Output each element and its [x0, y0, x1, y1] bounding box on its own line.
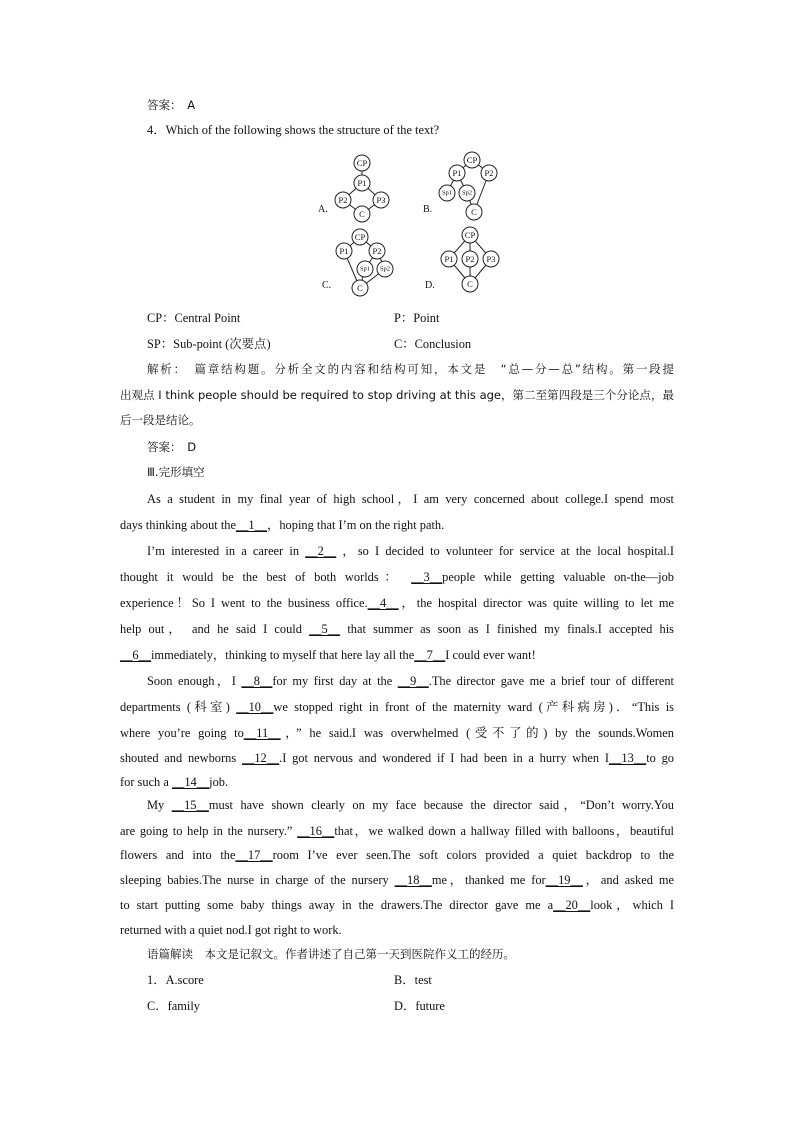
passage-line-1: As a student in my final year of high school，I am very concerned about college.I spend most [147, 492, 674, 506]
svg-text:P3: P3 [376, 195, 386, 205]
legend-cp: CP：Central Point [147, 311, 241, 325]
diagram-option-d [425, 227, 499, 292]
svg-text:CP: CP [354, 232, 366, 242]
svg-text:P1: P1 [452, 168, 462, 178]
blank-9: __9__ [397, 674, 429, 688]
node-p2 [335, 192, 351, 208]
node-sp2 [459, 185, 475, 201]
structure-diagram [310, 148, 510, 300]
q1-option-a: 1．A.score [147, 973, 204, 987]
blank-4: __4__ [367, 596, 399, 610]
answer-q3: 答案： A [147, 98, 196, 112]
answer-q4: 答案： D [147, 440, 197, 454]
svg-text:CP: CP [466, 155, 478, 165]
svg-text:CP: CP [356, 158, 368, 168]
explanation-line-2: 出观点 I think people should be required to stop driving at this age，第二至第四段是三个分论点，最 [120, 388, 674, 402]
passage-line-4: thought it would be the best of both worlds： __3__people while getting valuable on-the—job [120, 570, 674, 584]
passage-line-17: to start putting some baby things away in the drawers.The director gave me a__20__look，which I [120, 898, 674, 912]
blank-16: __16__ [297, 824, 335, 838]
blank-7: __7__ [414, 648, 446, 662]
svg-text:C: C [357, 283, 363, 293]
node-sp2 [377, 261, 393, 277]
node-c [462, 276, 478, 292]
svg-text:P1: P1 [444, 254, 454, 264]
blank-3: __3__ [411, 570, 443, 584]
legend-c: C：Conclusion [394, 337, 472, 351]
svg-text:Sp1: Sp1 [441, 189, 453, 197]
blank-18: __18__ [394, 873, 432, 887]
reading-summary: 语篇解读 本文是记叙文。作者讲述了自己第一天到医院作义工的经历。 [147, 947, 515, 961]
svg-text:Sp2: Sp2 [461, 189, 473, 197]
passage-line-7: __6__immediately，thinking to myself that here lay all the__7__I could ever want! [120, 648, 536, 662]
node-c [466, 204, 482, 220]
blank-1: __1__ [235, 518, 267, 532]
passage-line-14: are going to help in the nursery.” __16__that，we walked down a hallway filled with balloons，beautiful [120, 824, 674, 838]
blank-13: __13__ [609, 751, 647, 765]
diagram-option-a [318, 155, 389, 222]
q1-option-b: B．test [394, 973, 432, 987]
svg-text:C: C [359, 209, 365, 219]
node-p2 [462, 251, 478, 267]
blank-15: __15__ [171, 798, 209, 812]
svg-text:CP: CP [464, 230, 476, 240]
legend-p: P：Point [394, 311, 440, 325]
passage-line-16: sleeping babies.The nurse in charge of the nursery __18__me，thanked me for__19__，and asked me [120, 873, 674, 887]
node-cp [352, 229, 368, 245]
svg-text:P2: P2 [465, 254, 475, 264]
explanation-line-1: 解析： 篇章结构题。分析全文的内容和结构可知，本文是 “总—分—总”结构。第一段提 [147, 362, 674, 376]
passage-line-10: where you’re going to__11__，” he said.I was overwhelmed (受不了的) by the sounds.Women [120, 726, 674, 740]
svg-text:Sp2: Sp2 [379, 265, 391, 273]
option-a-label: A. [318, 204, 328, 215]
blank-10: __10__ [236, 700, 274, 714]
diagram-option-b [423, 152, 497, 220]
node-p1 [354, 175, 370, 191]
node-sp1 [357, 261, 373, 277]
node-cp [462, 227, 478, 243]
q1-option-d: D．future [394, 999, 445, 1013]
blank-17: __17__ [235, 848, 273, 862]
svg-text:Sp1: Sp1 [359, 265, 371, 273]
blank-6: __6__ [120, 648, 151, 662]
diagram-option-c [322, 229, 393, 296]
q1-option-c: C．family [147, 999, 200, 1013]
svg-text:C: C [471, 207, 477, 217]
explanation-line-3: 后一段是结论。 [120, 413, 201, 427]
blank-12: __12__ [241, 751, 280, 765]
svg-text:P3: P3 [486, 254, 496, 264]
passage-line-15: flowers and into the__17__room I’ve ever seen.The soft colors provided a quiet backdrop to the [120, 848, 674, 862]
svg-text:P2: P2 [372, 246, 382, 256]
passage-line-3: I’m interested in a career in __2__ ，so I decided to volunteer for service at the local hospital.I [147, 544, 674, 558]
node-cp [354, 155, 370, 171]
passage-line-11: shouted and newborns __12__.I got nervous and wondered if I had been in a hurry when I__13__to go [120, 751, 674, 765]
svg-text:P2: P2 [338, 195, 348, 205]
option-d-label: D. [425, 280, 435, 291]
passage-line-8: Soon enough，I __8__for my first day at the __9__.The director gave me a brief tour of different [147, 674, 674, 688]
blank-2: __2__ [305, 544, 337, 558]
question-4: 4．Which of the following shows the structure of the text? [147, 123, 440, 137]
passage-line-2: days thinking about the__1__，hoping that I’m on the right path. [120, 518, 445, 532]
svg-text:C: C [467, 279, 473, 289]
blank-19: __19__ [545, 873, 583, 887]
blank-5: __5__ [309, 622, 341, 636]
node-p3 [483, 251, 499, 267]
legend-sp: SP：Sub-point (次要点) [147, 337, 271, 351]
node-p2 [369, 243, 385, 259]
blank-14: __14__ [171, 775, 210, 789]
svg-text:P1: P1 [357, 178, 367, 188]
option-b-label: B. [423, 204, 433, 215]
node-p3 [373, 192, 389, 208]
node-p1 [336, 243, 352, 259]
node-p1 [441, 251, 457, 267]
passage-line-12: for such a __14__job. [120, 775, 229, 789]
node-p2 [481, 165, 497, 181]
node-sp1 [439, 185, 455, 201]
blank-20: __20__ [553, 898, 591, 912]
passage-line-9: departments (科室) __10__we stopped right in front of the maternity ward (产科病房)．“This is [120, 700, 674, 714]
section-title: Ⅲ.完形填空 [147, 465, 205, 479]
passage-line-13: My __15__must have shown clearly on my face because the director said，“Don’t worry.You [147, 798, 674, 812]
node-c [352, 280, 368, 296]
node-p1 [449, 165, 465, 181]
node-cp [464, 152, 480, 168]
svg-text:P2: P2 [484, 168, 494, 178]
svg-text:P1: P1 [339, 246, 349, 256]
option-c-label: C. [322, 280, 332, 291]
blank-8: __8__ [241, 674, 273, 688]
passage-line-5: experience！So I went to the business office.__4__，the hospital director was quite willing to let me [120, 596, 674, 610]
passage-line-6: help out， and he said I could __5__ that summer as soon as I finished my finals.I accepted his [120, 622, 675, 636]
passage-line-18: returned with a quiet nod.I got right to work. [120, 923, 342, 937]
blank-11: __11__ [243, 726, 281, 740]
node-c [354, 206, 370, 222]
